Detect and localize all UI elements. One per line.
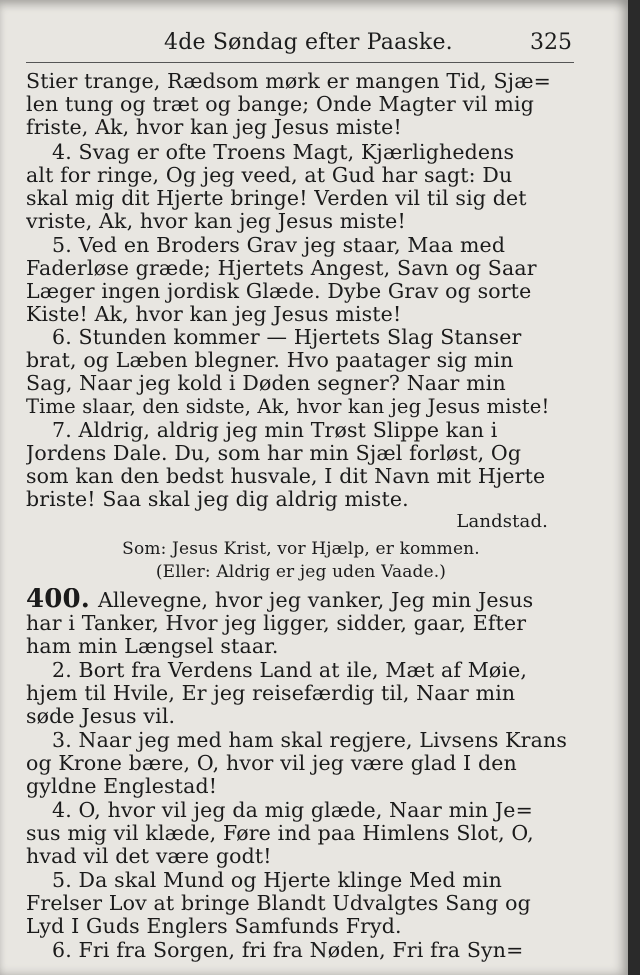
hymn-first-line [26, 588, 576, 612]
melody-note: Som: Jesus Krist, vor Hjælp, er kommen. [122, 539, 480, 559]
text-line: og Krone bære, O, hvor vil jeg være glad I den [26, 752, 517, 775]
author-signature: Landstad. [456, 511, 548, 532]
text-line: Faderløse græde; Hjertets Angest, Savn og Saar [26, 257, 537, 280]
text-line: Sag, Naar jeg kold i Døden segner? Naar min [26, 372, 506, 395]
header-rule [26, 62, 574, 63]
text-line: sus mig vil klæde, Føre ind paa Himlens Slot, O, [26, 822, 534, 845]
hymn-opening-text: Allevegne, hvor jeg vanker, Jeg min Jesus [97, 588, 534, 612]
verse-start-line: 4. O, hvor vil jeg da mig glæde, Naar min Je= [52, 799, 533, 822]
text-line: vriste, Ak, hvor kan jeg Jesus miste! [26, 210, 406, 233]
verse-start-line: 6. Stunden kommer — Hjertets Slag Stanser [52, 326, 522, 349]
page-header [24, 28, 576, 64]
text-line: har i Tanker, Hvor jeg ligger, sidder, gaar, Efter [26, 612, 527, 635]
text-line: alt for ringe, Og jeg veed, at Gud har sagt: Du [26, 164, 513, 187]
text-line: friste, Ak, hvor kan jeg Jesus miste! [26, 116, 402, 139]
text-line: Time slaar, den sidste, Ak, hvor kan jeg Jesus miste! [26, 395, 550, 418]
text-line: Frelser Lov at bringe Blandt Udvalgtes Sang og [26, 892, 531, 915]
text-line: skal mig dit Hjerte bringe! Verden vil til sig det [26, 187, 527, 210]
text-line: Læger ingen jordisk Glæde. Dybe Grav og sorte [26, 280, 532, 303]
text-line: briste! Saa skal jeg dig aldrig miste. [26, 488, 409, 511]
verse-start-line: 6. Fri fra Sorgen, fri fra Nøden, Fri fra Syn= [52, 939, 524, 962]
verse-start-line: 3. Naar jeg med ham skal regjere, Livsens Krans [52, 729, 567, 752]
text-line: Kiste! Ak, hvor kan jeg Jesus miste! [26, 303, 402, 326]
melody-alternative: (Eller: Aldrig er jeg uden Vaade.) [155, 562, 447, 582]
page-number: 325 [530, 30, 572, 55]
text-line: søde Jesus vil. [26, 705, 176, 728]
verse-start-line: 4. Svag er ofte Troens Magt, Kjærlighedens [52, 141, 515, 164]
text-line: gyldne Englestad! [26, 775, 218, 798]
text-line: hvad vil det være godt! [26, 845, 272, 868]
text-line: Lyd I Guds Englers Samfunds Fryd. [26, 915, 402, 938]
hymn-number: 400. [26, 588, 90, 612]
text-line: brat, og Læben blegner. Hvo paatager sig min [26, 349, 514, 372]
verse-start-line: 5. Da skal Mund og Hjerte klinge Med min [52, 869, 503, 892]
text-line: som kan den bedst husvale, I dit Navn mit Hjerte [26, 465, 546, 488]
text-line: ham min Længsel staar. [26, 635, 279, 658]
verse-start-line: 2. Bort fra Verdens Land at ile, Mæt af Møie, [52, 659, 528, 682]
text-line: Stier trange, Rædsom mørk er mangen Tid, Sjæ= [26, 70, 551, 93]
text-line: hjem til Hvile, Er jeg reisefærdig til, Naar min [26, 682, 516, 705]
text-line: Jordens Dale. Du, som har min Sjæl forløst, Og [26, 442, 522, 465]
verse-start-line: 7. Aldrig, aldrig jeg min Trøst Slippe kan i [52, 419, 498, 442]
text-line: len tung og træt og bange; Onde Magter vil mig [26, 93, 534, 116]
verse-start-line: 5. Ved en Broders Grav jeg staar, Maa med [52, 234, 506, 257]
running-title: 4de Søndag efter Paaske. [164, 30, 453, 55]
